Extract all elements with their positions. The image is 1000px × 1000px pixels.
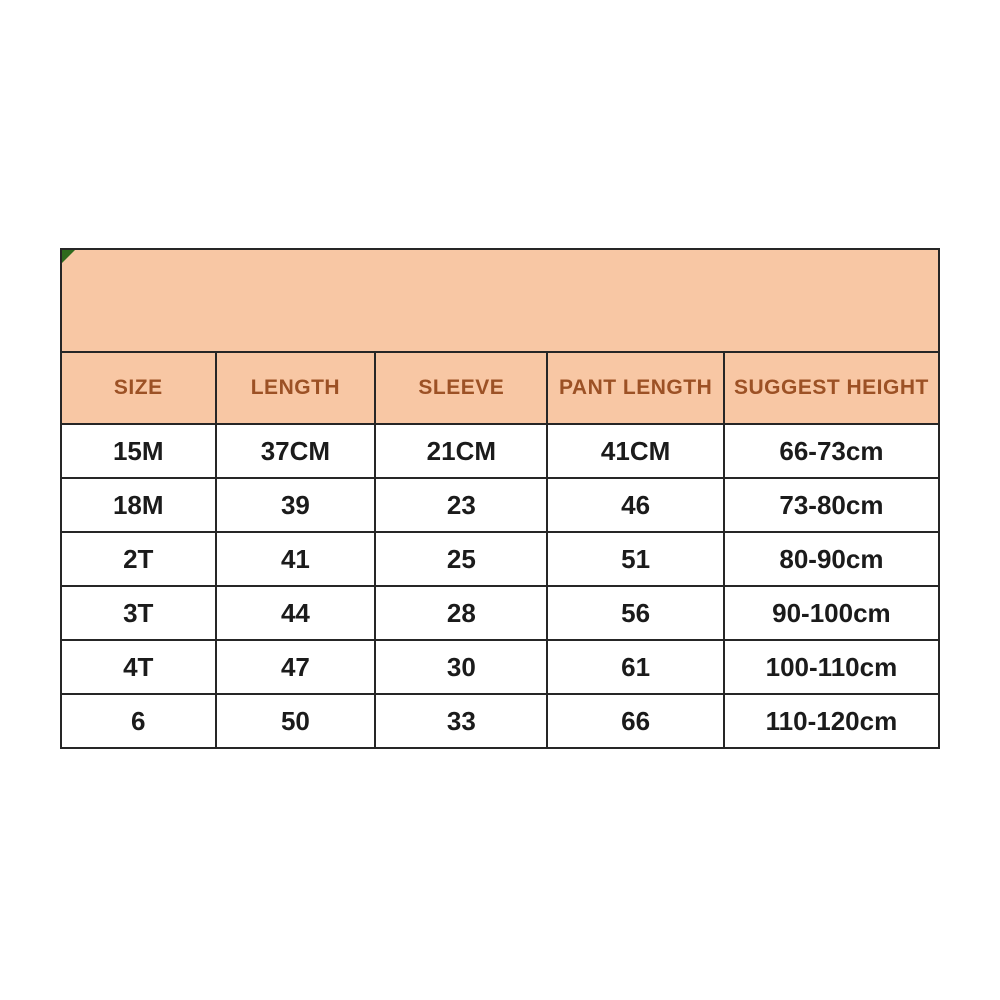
header-cell-pant-length: PANT LENGTH [547,352,723,424]
cell-length: 41 [216,532,376,586]
header-cell-suggest-height: SUGGEST HEIGHT [724,352,939,424]
cell-sleeve: 23 [375,478,547,532]
cell-pant-length: 56 [547,586,723,640]
cell-pant-length: 61 [547,640,723,694]
cell-length: 44 [216,586,376,640]
cell-size: 6 [61,694,216,748]
header-row [61,352,939,424]
cell-length: 39 [216,478,376,532]
cell-sleeve: 28 [375,586,547,640]
banner-row [61,249,939,352]
cell-length: 47 [216,640,376,694]
table-row [61,640,939,694]
cell-length: 37CM [216,424,376,478]
cell-sleeve: 21CM [375,424,547,478]
cell-pant-length: 51 [547,532,723,586]
cell-size: 3T [61,586,216,640]
table-row [61,424,939,478]
size-chart-sheet [60,248,940,749]
size-chart-table [60,248,940,749]
cell-size: 2T [61,532,216,586]
header-cell-size: SIZE [61,352,216,424]
cell-suggest-height: 100-110cm [724,640,939,694]
cell-sleeve: 25 [375,532,547,586]
table-row [61,478,939,532]
cell-suggest-height: 73-80cm [724,478,939,532]
banner-cell [61,249,939,352]
cell-pant-length: 66 [547,694,723,748]
header-cell-sleeve: SLEEVE [375,352,547,424]
table-row [61,694,939,748]
cell-size: 18M [61,478,216,532]
cell-suggest-height: 90-100cm [724,586,939,640]
cell-size: 4T [61,640,216,694]
header-cell-length: LENGTH [216,352,376,424]
cell-pant-length: 46 [547,478,723,532]
corner-fold-icon [62,250,75,263]
table-row [61,586,939,640]
cell-suggest-height: 110-120cm [724,694,939,748]
cell-sleeve: 33 [375,694,547,748]
cell-suggest-height: 80-90cm [724,532,939,586]
cell-size: 15M [61,424,216,478]
cell-pant-length: 41CM [547,424,723,478]
cell-length: 50 [216,694,376,748]
cell-suggest-height: 66-73cm [724,424,939,478]
cell-sleeve: 30 [375,640,547,694]
table-row [61,532,939,586]
